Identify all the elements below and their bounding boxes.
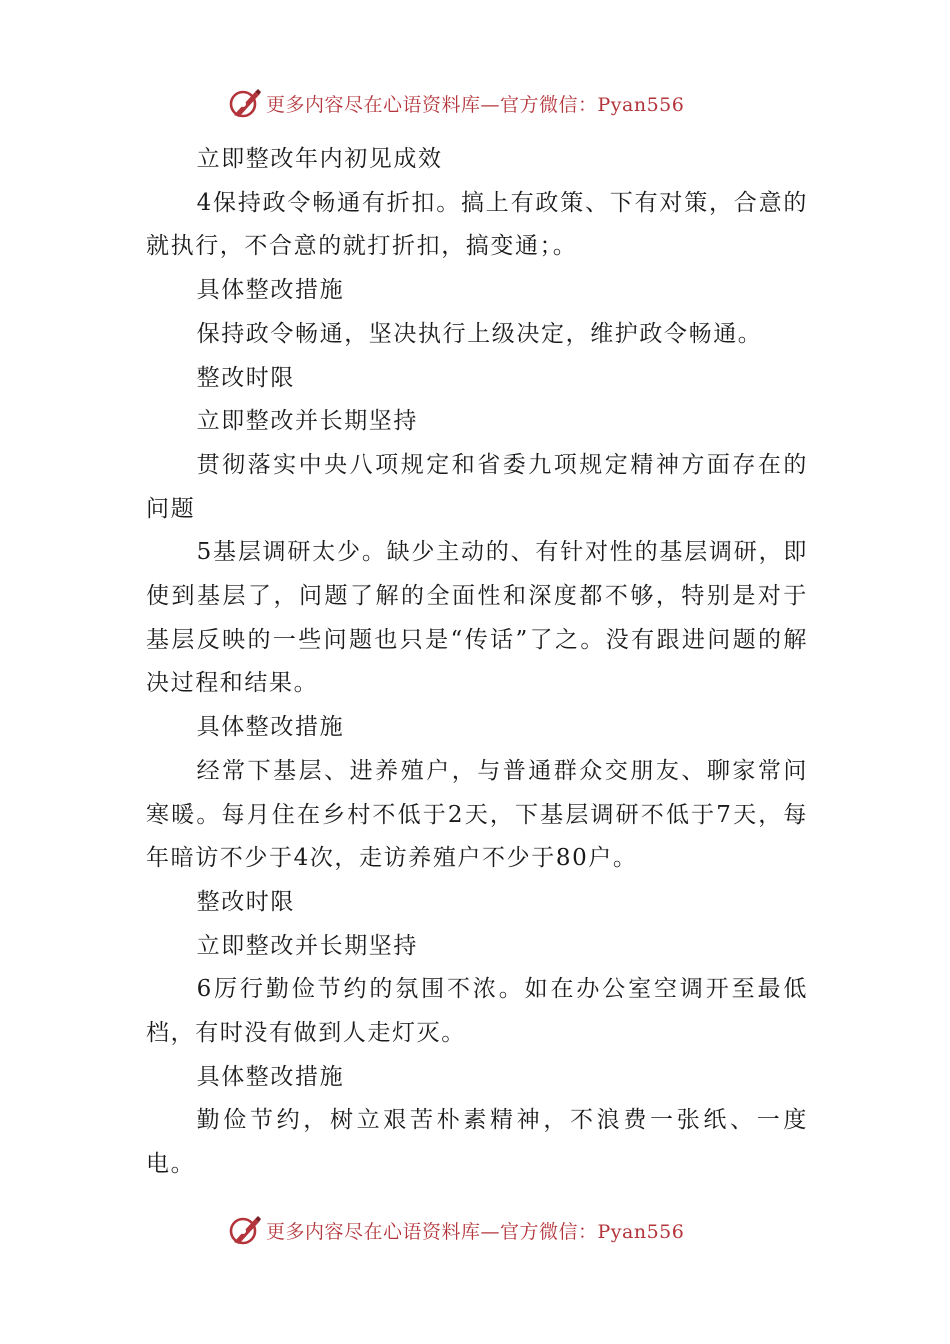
paragraph: 具体整改措施 (196, 277, 345, 304)
header-text: 更多内容尽在心语资料库—官方微信：Pyan556 (266, 93, 685, 116)
document-body (146, 138, 808, 1187)
paragraph: 贯彻落实中央八项规定和省委九项规定精神方面存在的问题 (146, 451, 808, 522)
paragraph: 6厉行勤俭节约的氛围不浓。如在办公室空调开至最低档，有时没有做到人走灯灭。 (146, 976, 808, 1047)
pen-circle-logo-icon (228, 1213, 262, 1247)
paragraph: 保持政令畅通，坚决执行上级决定，维护政令畅通。 (196, 320, 763, 347)
paragraph: 立即整改并长期坚持 (196, 932, 418, 959)
paragraph: 4保持政令畅通有折扣。搞上有政策、下有对策，合意的就执行，不合意的就打折扣，搞变通；。 (146, 189, 808, 260)
footer-text: 更多内容尽在心语资料库—官方微信：Pyan556 (266, 1220, 685, 1243)
paragraph: 具体整改措施 (196, 714, 345, 741)
header-banner (228, 86, 748, 120)
paragraph: 5基层调研太少。缺少主动的、有针对性的基层调研，即使到基层了，问题了解的全面性和深度都不够，特别是对于基层反映的一些问题也只是“传话”了之。没有跟进问题的解决过程和结果。 (146, 539, 808, 697)
pen-circle-logo-icon (228, 86, 262, 120)
paragraph: 具体整改措施 (196, 1063, 345, 1090)
paragraph: 勤俭节约，树立艰苦朴素精神，不浪费一张纸、一度电。 (146, 1107, 808, 1178)
paragraph: 经常下基层、进养殖户，与普通群众交朋友、聊家常问寒暖。每月住在乡村不低于2天，下基层调研不低于7天，每年暗访不少于4次，走访养殖户不少于80户。 (146, 757, 808, 872)
paragraph: 整改时限 (196, 364, 295, 391)
paragraph: 立即整改年内初见成效 (196, 146, 443, 172)
paragraph: 整改时限 (196, 888, 295, 915)
paragraph: 立即整改并长期坚持 (196, 408, 418, 435)
footer-banner (228, 1213, 748, 1247)
